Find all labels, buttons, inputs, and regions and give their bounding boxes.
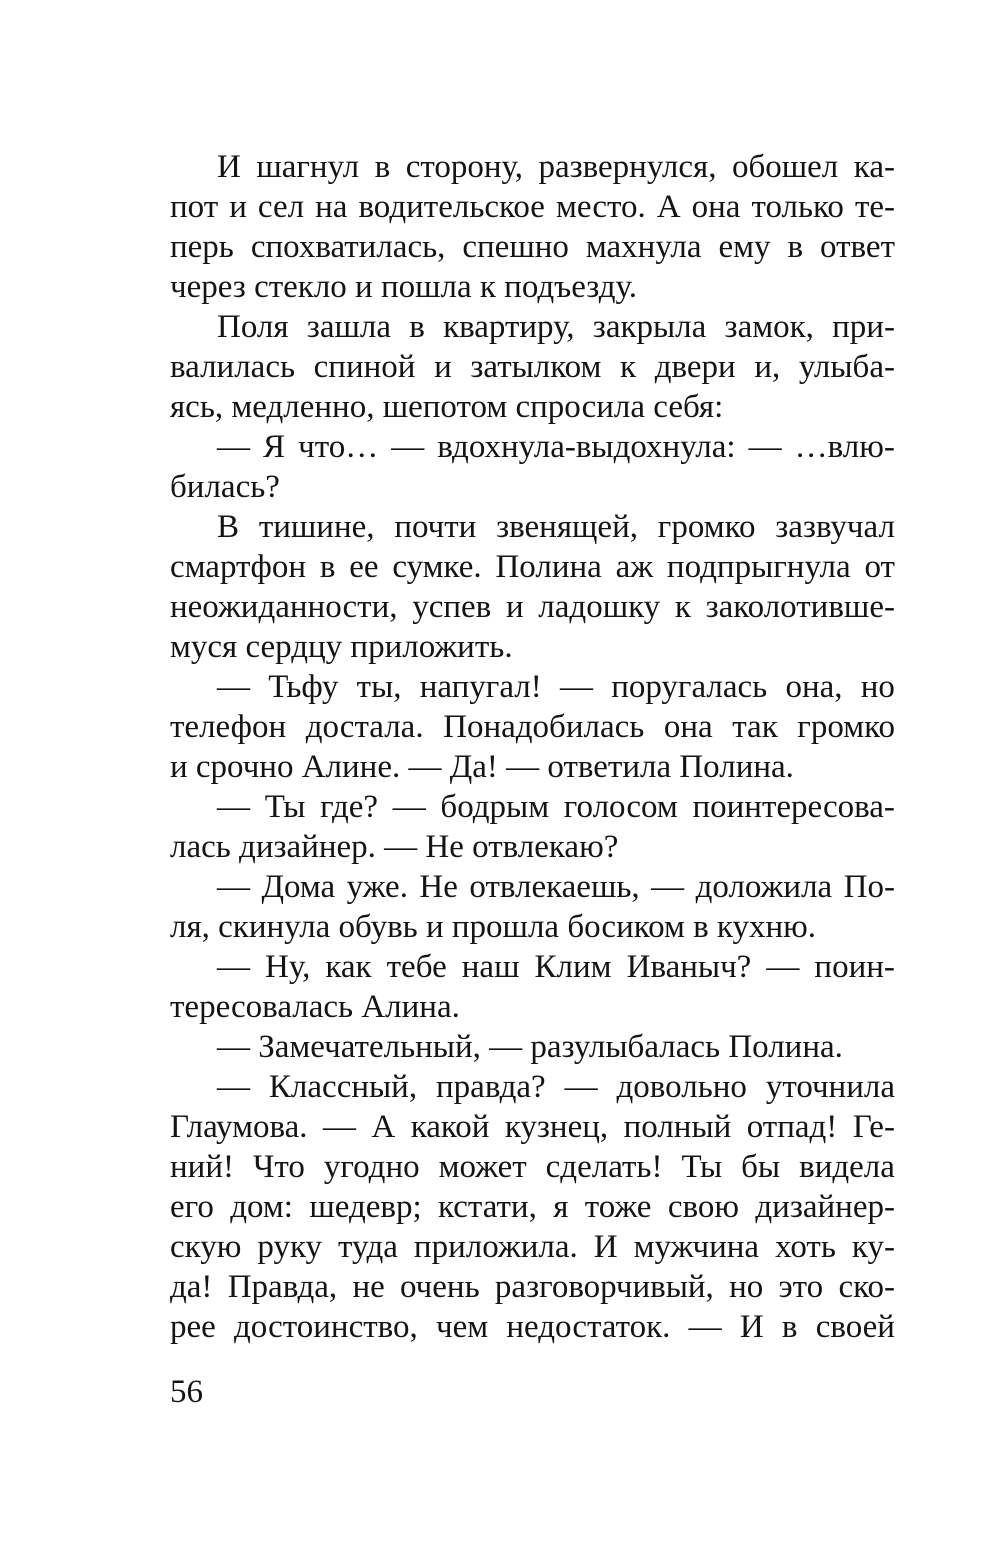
text-line: [170, 507, 895, 547]
word: —: [217, 949, 250, 985]
word: —: [559, 669, 593, 705]
word: поин-: [814, 949, 895, 985]
word: —: [651, 869, 685, 905]
paragraph: [170, 1067, 895, 1347]
word: уже.: [346, 869, 408, 905]
word: наш: [461, 949, 520, 985]
word: руку: [257, 1229, 323, 1265]
paragraph: [170, 307, 895, 427]
word: при-: [832, 309, 895, 345]
word: успев: [412, 589, 492, 625]
word: перь: [170, 229, 234, 265]
word: ско-: [838, 1269, 895, 1305]
word: туда: [338, 1229, 398, 1265]
word: ответ: [820, 229, 895, 265]
word: вдохнула-выдохнула:: [437, 429, 736, 465]
text-line: [170, 547, 895, 587]
word: в: [319, 549, 336, 585]
word: к: [620, 349, 637, 385]
word: Полина: [495, 549, 602, 585]
word: улыба-: [798, 349, 895, 385]
word: какой: [410, 1109, 490, 1145]
word: я: [553, 1189, 569, 1225]
word: так: [732, 709, 778, 745]
text-line: тересовалась Алина.: [170, 989, 460, 1025]
text-line: [170, 227, 895, 267]
word: ему: [718, 229, 771, 265]
text-line: [170, 1267, 895, 1307]
word: ка-: [853, 149, 895, 185]
word: напугал!: [419, 669, 542, 705]
word: Ты: [264, 789, 306, 825]
word: в: [781, 1309, 798, 1345]
word: достала.: [305, 709, 424, 745]
word: не: [352, 1269, 385, 1305]
text-line: [170, 1187, 895, 1227]
word: зашла: [306, 309, 391, 345]
word: видела: [799, 1149, 895, 1185]
word: поинтересова-: [692, 789, 895, 825]
word: шагнул: [256, 149, 360, 185]
word: те-: [854, 189, 895, 225]
word: —: [217, 869, 250, 905]
word: Классный,: [268, 1069, 418, 1105]
word: сел: [257, 189, 305, 225]
word: уточнила: [765, 1069, 895, 1105]
word: в: [374, 149, 391, 185]
word: как: [325, 949, 372, 985]
word: ладошку: [538, 589, 661, 625]
word: кстати,: [438, 1189, 537, 1225]
word: полный: [623, 1109, 732, 1145]
text-line: [170, 1307, 895, 1347]
word: свою: [667, 1189, 739, 1225]
word: замок,: [724, 309, 814, 345]
word: —: [688, 1309, 722, 1345]
word: смартфон: [170, 549, 306, 585]
word: пот: [170, 189, 219, 225]
word: Клим: [534, 949, 612, 985]
word: ний!: [170, 1149, 234, 1185]
text-line: [170, 787, 895, 827]
word: Ну,: [265, 949, 311, 985]
word: развернулся,: [538, 149, 717, 185]
word: может: [438, 1149, 527, 1185]
word: мужчина: [633, 1229, 760, 1265]
word: неожиданности,: [170, 589, 398, 625]
word: бы: [741, 1149, 781, 1185]
word: заколотивше-: [705, 589, 895, 625]
page-number: 56: [170, 1374, 203, 1410]
word: от: [864, 549, 895, 585]
word: она: [691, 189, 741, 225]
paragraph: [170, 787, 895, 867]
paragraph: [170, 667, 895, 787]
paragraph: [170, 427, 895, 507]
text-line: [170, 587, 895, 627]
text-line: [170, 867, 895, 907]
text-line: [170, 347, 895, 387]
word: спиной: [313, 349, 416, 385]
text-line: [170, 187, 895, 227]
word: —: [217, 1069, 250, 1105]
word: …влю-: [794, 429, 895, 465]
word: Не: [419, 869, 458, 905]
paragraph: [170, 147, 895, 307]
word: и,: [754, 349, 781, 385]
word: —: [217, 429, 250, 465]
word: тебе: [386, 949, 447, 985]
word: отвлекаешь,: [469, 869, 640, 905]
word: в: [787, 229, 804, 265]
text-line: билась?: [170, 469, 280, 505]
word: рее: [170, 1309, 216, 1345]
word: но: [860, 669, 895, 705]
word: недостаток.: [506, 1309, 671, 1345]
word: на: [315, 189, 348, 225]
word: закрыла: [592, 309, 707, 345]
text-line: [170, 1147, 895, 1187]
word: ее: [349, 549, 379, 585]
word: своей: [815, 1309, 895, 1345]
text-line: муся сердцу приложить.: [170, 629, 513, 665]
word: В: [217, 509, 240, 545]
paragraph: [170, 1027, 895, 1067]
word: сумке.: [392, 549, 482, 585]
word: и: [434, 349, 452, 385]
word: доложила: [695, 869, 833, 905]
word: разговорчивый,: [494, 1269, 714, 1305]
word: —: [564, 1069, 598, 1105]
text-line: — Замечательный, — разулыбалась Полина.: [217, 1029, 843, 1065]
paragraph: [170, 947, 895, 1027]
word: затылком: [470, 349, 602, 385]
word: правда?: [436, 1069, 546, 1105]
word: шедевр;: [309, 1189, 422, 1225]
word: валилась: [170, 349, 296, 385]
word: —: [392, 789, 426, 825]
word: сторону,: [405, 149, 523, 185]
word: И: [593, 1229, 618, 1265]
word: и: [505, 589, 524, 625]
word: —: [766, 949, 800, 985]
word: зазвучал: [775, 509, 895, 545]
word: подпрыгнула: [666, 549, 851, 585]
word: Правда,: [227, 1269, 338, 1305]
word: достоинство,: [234, 1309, 418, 1345]
word: Иваныч?: [626, 949, 752, 985]
word: Я: [263, 429, 286, 465]
text-line: через стекло и пошла к подъезду.: [170, 269, 637, 305]
word: И: [217, 149, 241, 185]
word: угодно: [323, 1149, 420, 1185]
word: —: [217, 669, 250, 705]
text-line: лась дизайнер. — Не отвлекаю?: [170, 829, 619, 865]
word: приложила.: [413, 1229, 578, 1265]
word: Поля: [217, 309, 289, 345]
word: да!: [170, 1269, 213, 1305]
word: но: [729, 1269, 764, 1305]
word: бодрым: [440, 789, 550, 825]
word: скую: [170, 1229, 242, 1265]
word: двери: [654, 349, 736, 385]
text-line: [170, 147, 895, 187]
word: А: [371, 1109, 396, 1145]
word: —: [391, 429, 425, 465]
word: Понадобилась: [443, 709, 645, 745]
word: А: [656, 189, 681, 225]
word: и: [229, 189, 247, 225]
word: это: [778, 1269, 824, 1305]
word: место.: [555, 189, 646, 225]
word: довольно: [616, 1069, 747, 1105]
text-line: [170, 707, 895, 747]
word: Что: [252, 1149, 305, 1185]
word: где?: [320, 789, 379, 825]
word: ку-: [851, 1229, 895, 1265]
word: тоже: [584, 1189, 652, 1225]
text-line: [170, 667, 895, 707]
word: аж: [615, 549, 654, 585]
paragraph: [170, 867, 895, 947]
word: в: [409, 309, 425, 345]
word: ты,: [356, 669, 402, 705]
word: голосом: [563, 789, 678, 825]
text-line: и срочно Алине. — Да! — ответила Полина.: [170, 749, 794, 785]
word: Глаумова.: [170, 1109, 308, 1145]
word: Дома: [261, 869, 336, 905]
word: —: [322, 1109, 356, 1145]
word: Ты: [681, 1149, 723, 1185]
word: хоть: [775, 1229, 836, 1265]
word: чем: [435, 1309, 489, 1345]
word: только: [751, 189, 844, 225]
text-line: [170, 307, 895, 347]
word: кузнец,: [504, 1109, 609, 1145]
word: она: [663, 709, 713, 745]
word: поругалась: [611, 669, 768, 705]
word: махнула: [585, 229, 702, 265]
word: к: [674, 589, 691, 625]
word: что…: [298, 429, 379, 465]
word: —: [748, 429, 782, 465]
word: И: [739, 1309, 764, 1345]
text-line: [170, 427, 895, 467]
word: тишине,: [258, 509, 375, 545]
word: она,: [785, 669, 843, 705]
word: дизайнер-: [755, 1189, 895, 1225]
word: —: [217, 789, 250, 825]
word: обошел: [731, 149, 839, 185]
text-line: [170, 1227, 895, 1267]
word: очень: [400, 1269, 480, 1305]
word: отпад!: [746, 1109, 838, 1145]
paragraph: [170, 507, 895, 667]
word: звенящей,: [496, 509, 638, 545]
word: спешно: [462, 229, 569, 265]
word: По-: [843, 869, 895, 905]
word: квартиру,: [443, 309, 575, 345]
text-line: [170, 1067, 895, 1107]
word: его: [170, 1189, 214, 1225]
text-block: [170, 147, 895, 1347]
word: телефон: [170, 709, 287, 745]
text-line: ля, скинула обувь и прошла босиком в кухню.: [170, 909, 817, 945]
word: спохватилась,: [250, 229, 446, 265]
text-line: [170, 947, 895, 987]
text-line: [170, 1107, 895, 1147]
text-line: ясь, медленно, шепотом спросила себя:: [170, 389, 724, 425]
word: сделать!: [545, 1149, 663, 1185]
word: почти: [394, 509, 477, 545]
word: водительское: [358, 189, 545, 225]
word: громко: [657, 509, 756, 545]
word: Тьфу: [268, 669, 339, 705]
word: Ге-: [852, 1109, 895, 1145]
word: громко: [797, 709, 895, 745]
word: дом:: [230, 1189, 293, 1225]
